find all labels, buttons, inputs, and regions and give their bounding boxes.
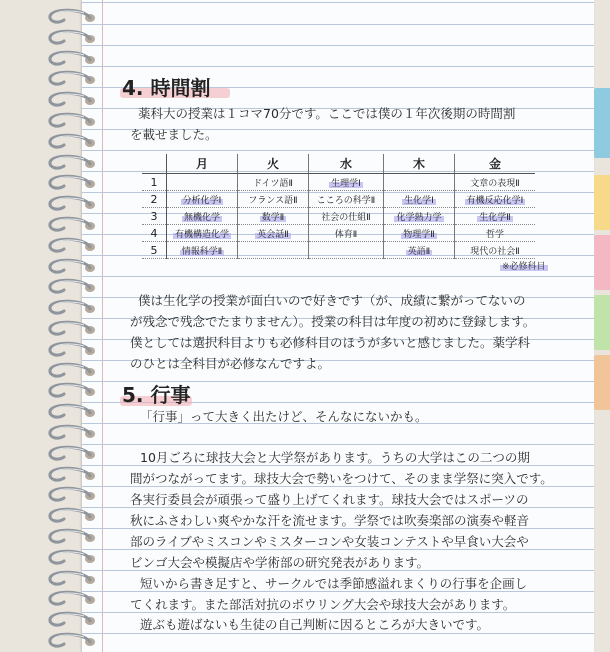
section-heading-timetable: [122, 72, 210, 101]
class-cell: フランス語Ⅱ: [238, 191, 309, 208]
spiral-binding: [44, 0, 104, 652]
text-line: 部のライブやミスコンやミスターコンや女装コンテストや早食い大会や: [130, 534, 529, 549]
spiral-ring: [44, 424, 102, 442]
required-subject-note: ※必修科目: [502, 262, 546, 272]
class-cell-required: 有機反応化学Ⅰ: [455, 191, 536, 208]
text-line: が残念で残念でたまりません）。授業の科目は年度の初めに登録します。: [130, 314, 536, 329]
spiral-ring: [44, 8, 102, 26]
class-cell-required: 英会話Ⅱ: [238, 225, 309, 242]
class-cell: こころの科学Ⅱ: [309, 191, 384, 208]
spiral-ring: [44, 258, 102, 276]
spiral-ring: [44, 29, 102, 47]
timetable-row: [142, 191, 535, 208]
section-number: 5.: [122, 383, 144, 407]
period-number: 5: [142, 242, 167, 259]
day-header-wed: 水: [309, 154, 384, 174]
class-cell-required: 物理学Ⅱ: [384, 225, 455, 242]
text-line: 薬科大の授業は１コマ70分です。ここでは僕の１年次後期の時間割: [138, 106, 516, 121]
text-line: 遊ぶも遊ばないも生徒の自己判断に因るところが大きいです。: [140, 617, 490, 632]
events-paragraph-1: [130, 447, 610, 573]
spiral-ring: [44, 590, 102, 608]
class-cell: [238, 242, 309, 259]
class-cell: 体育Ⅱ: [309, 225, 384, 242]
spiral-ring: [44, 611, 102, 629]
period-number: 3: [142, 208, 167, 225]
spiral-ring: [44, 216, 102, 234]
text-line: ビンゴ大会や模擬店や学術部の研究発表があります。: [130, 555, 430, 570]
day-header-fri: 金: [455, 154, 536, 174]
timetable-row: [142, 208, 535, 225]
timetable-commentary: [130, 290, 608, 374]
events-paragraph-3: [140, 614, 610, 635]
events-intro: [140, 406, 610, 427]
period-number: 4: [142, 225, 167, 242]
spiral-ring: [44, 570, 102, 588]
text-line: 各実行委員会が頑張って盛り上げてくれます。球技大会ではスポーツの: [130, 492, 529, 507]
index-tab-pink[interactable]: [594, 235, 610, 290]
class-cell-required: 無機化学: [167, 208, 238, 225]
spiral-ring: [44, 466, 102, 484]
spiral-ring: [44, 362, 102, 380]
spiral-ring: [44, 549, 102, 567]
spiral-ring: [44, 50, 102, 68]
timetable-row: [142, 174, 535, 191]
class-cell-required: 情報科学Ⅱ: [167, 242, 238, 259]
class-cell: [167, 174, 238, 191]
class-cell: 哲学: [455, 225, 536, 242]
class-cell-required: 生化学Ⅱ: [455, 208, 536, 225]
class-cell-required: 生化学Ⅰ: [384, 191, 455, 208]
spiral-ring: [44, 154, 102, 172]
class-cell: [384, 174, 455, 191]
class-cell-required: 化学熱力学: [384, 208, 455, 225]
text-line: 僕は生化学の授業が面白いので好きです（が、成績に繋がってないの: [138, 293, 526, 308]
section-title: 行事: [150, 383, 191, 407]
text-line: 10月ごろに球技大会と大学祭があります。うちの大学はこの二つの期: [140, 450, 530, 465]
timetable: [142, 154, 535, 259]
timetable-header-row: [142, 154, 535, 174]
period-number: 1: [142, 174, 167, 191]
text-line: のひとは全科目が必修なんですよ。: [130, 356, 331, 371]
spiral-ring: [44, 341, 102, 359]
class-cell: [309, 242, 384, 259]
text-line: てくれます。また部活対抗のボウリング大会や球技大会があります。: [130, 597, 516, 612]
text-line: 僕としては選択科目よりも必修科目のほうが多いと感じました。薬学科: [130, 335, 531, 350]
text-line: 「行事」って大きく出たけど、そんなにないかも。: [140, 409, 428, 424]
class-cell: 文章の表現Ⅱ: [455, 174, 536, 191]
class-cell-required: 有機構造化学: [167, 225, 238, 242]
timetable-row: [142, 225, 535, 242]
text-line: 間がつながってます。球技大会で勢いをつけて、そのまま学祭に突入です。: [130, 471, 553, 486]
section-heading-events: [122, 379, 190, 408]
spiral-ring: [44, 403, 102, 421]
timetable-intro: [130, 103, 608, 145]
section-number: 4.: [122, 76, 144, 100]
spiral-ring: [44, 195, 102, 213]
spiral-ring: [44, 237, 102, 255]
spiral-ring: [44, 174, 102, 192]
spiral-ring: [44, 507, 102, 525]
spiral-ring: [44, 278, 102, 296]
class-cell-required: 英語Ⅱ: [384, 242, 455, 259]
period-number: 2: [142, 191, 167, 208]
day-header-tue: 火: [238, 154, 309, 174]
class-cell-required: 数学Ⅱ: [238, 208, 309, 225]
class-cell-required: 分析化学Ⅰ: [167, 191, 238, 208]
spiral-ring: [44, 299, 102, 317]
text-line: 短いから書き足すと、サークルでは季節感溢れまくりの行事を企画し: [140, 576, 528, 591]
spiral-ring: [44, 133, 102, 151]
period-header: [142, 154, 167, 174]
section-title: 時間割: [150, 76, 211, 100]
class-cell: 現代の社会Ⅱ: [455, 242, 536, 259]
events-paragraph-2: [130, 573, 610, 615]
spiral-ring: [44, 320, 102, 338]
index-tab-yellow[interactable]: [594, 175, 610, 230]
spiral-ring: [44, 91, 102, 109]
text-line: 秋にふさわしい爽やかな汗を流せます。学祭では吹奏楽部の演奏や軽音: [130, 513, 530, 528]
day-header-mon: 月: [167, 154, 238, 174]
spiral-ring: [44, 70, 102, 88]
spiral-ring: [44, 528, 102, 546]
spiral-ring: [44, 112, 102, 130]
spiral-ring: [44, 382, 102, 400]
day-header-thu: 木: [384, 154, 455, 174]
spiral-ring: [44, 632, 102, 650]
class-cell-required: 生理学Ⅰ: [309, 174, 384, 191]
timetable-row: [142, 242, 535, 259]
class-cell: ドイツ語Ⅱ: [238, 174, 309, 191]
class-cell: 社会の仕組Ⅱ: [309, 208, 384, 225]
spiral-ring: [44, 445, 102, 463]
spiral-ring: [44, 486, 102, 504]
text-line: を載せました。: [130, 127, 218, 142]
